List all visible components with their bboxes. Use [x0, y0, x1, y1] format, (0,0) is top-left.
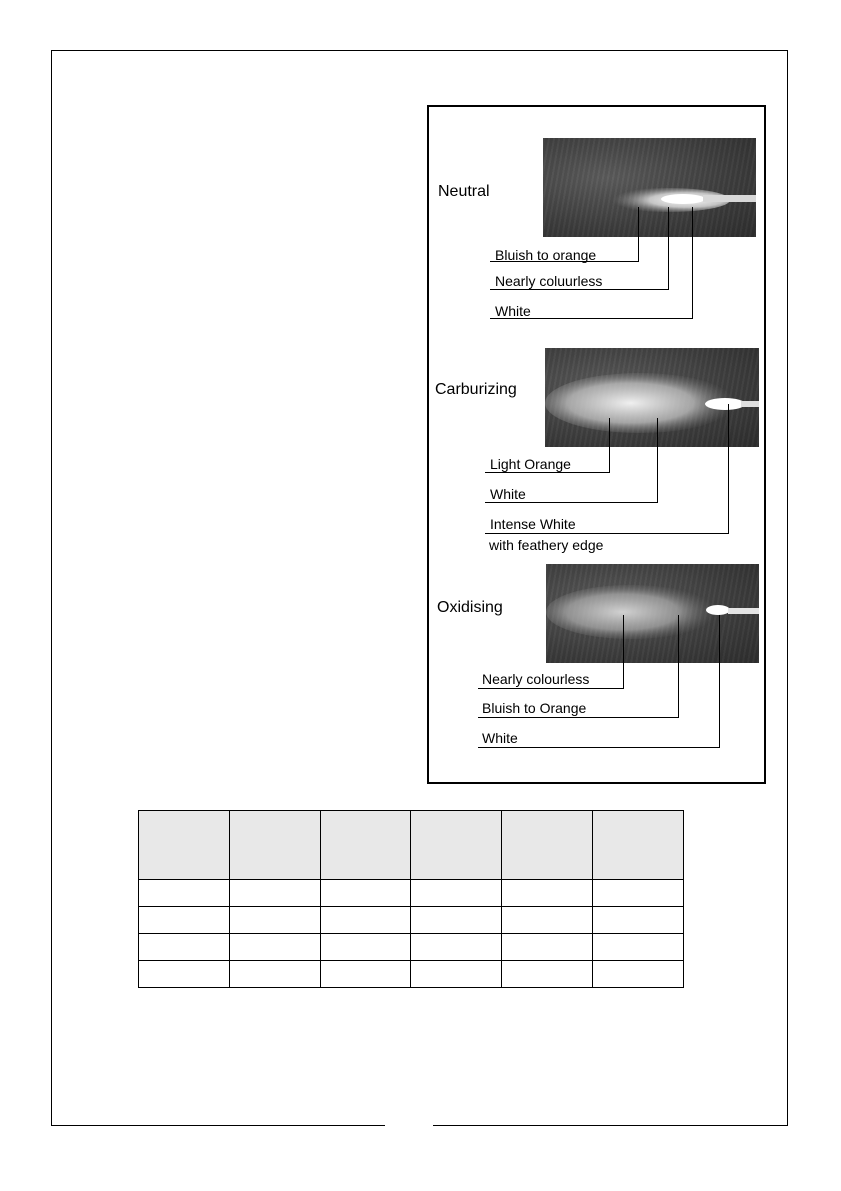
table-cell	[411, 880, 502, 907]
table-cell	[229, 961, 320, 988]
oxidising-flame-photo	[546, 564, 759, 663]
table-row	[139, 961, 684, 988]
table-cell	[320, 880, 411, 907]
table-cell	[320, 961, 411, 988]
footer-gap	[385, 1120, 433, 1132]
carburizing-title: Carburizing	[435, 381, 517, 398]
carburizing-callout-3: Intense White	[490, 516, 576, 532]
table-cell	[411, 961, 502, 988]
oxidising-callout-1: Nearly colourless	[482, 671, 590, 687]
table-cell	[229, 907, 320, 934]
neutral-callout-1: Bluish to orange	[495, 247, 597, 263]
oxidising-callout-2: Bluish to Orange	[482, 700, 587, 716]
table-cell	[139, 880, 230, 907]
neutral-callout-3: White	[495, 303, 531, 319]
table-cell	[411, 934, 502, 961]
table-header-cell	[229, 811, 320, 880]
carburizing-flame-shape	[545, 348, 759, 447]
table-header-cell	[320, 811, 411, 880]
table-header-cell	[502, 811, 593, 880]
table-cell	[320, 907, 411, 934]
table-cell	[593, 907, 684, 934]
carburizing-callout-2: White	[490, 486, 526, 502]
table-cell	[593, 934, 684, 961]
table-cell	[502, 961, 593, 988]
table-header-cell	[593, 811, 684, 880]
neutral-flame-shape	[543, 138, 756, 237]
carburizing-flame-photo	[545, 348, 759, 447]
table-cell	[502, 907, 593, 934]
table-row	[139, 934, 684, 961]
table-cell	[139, 907, 230, 934]
table-header-row	[139, 811, 684, 880]
settings-table	[138, 810, 684, 988]
neutral-callout-2: Nearly coluurless	[495, 273, 603, 289]
table-cell	[411, 907, 502, 934]
table-header-cell	[411, 811, 502, 880]
table-cell	[229, 880, 320, 907]
table-cell	[139, 961, 230, 988]
table-cell	[229, 934, 320, 961]
table-cell	[502, 934, 593, 961]
table-cell	[320, 934, 411, 961]
table-header-cell	[139, 811, 230, 880]
neutral-flame-photo	[543, 138, 756, 237]
table-cell	[593, 961, 684, 988]
table-row	[139, 907, 684, 934]
carburizing-callout-1: Light Orange	[490, 456, 571, 472]
oxidising-title: Oxidising	[437, 599, 503, 616]
carburizing-callout-4: with feathery edge	[489, 537, 604, 553]
table-row	[139, 880, 684, 907]
table-cell	[593, 880, 684, 907]
table-cell	[139, 934, 230, 961]
oxidising-callout-3: White	[482, 730, 518, 746]
table-cell	[502, 880, 593, 907]
neutral-title: Neutral	[438, 183, 490, 200]
oxidising-flame-shape	[546, 564, 759, 663]
